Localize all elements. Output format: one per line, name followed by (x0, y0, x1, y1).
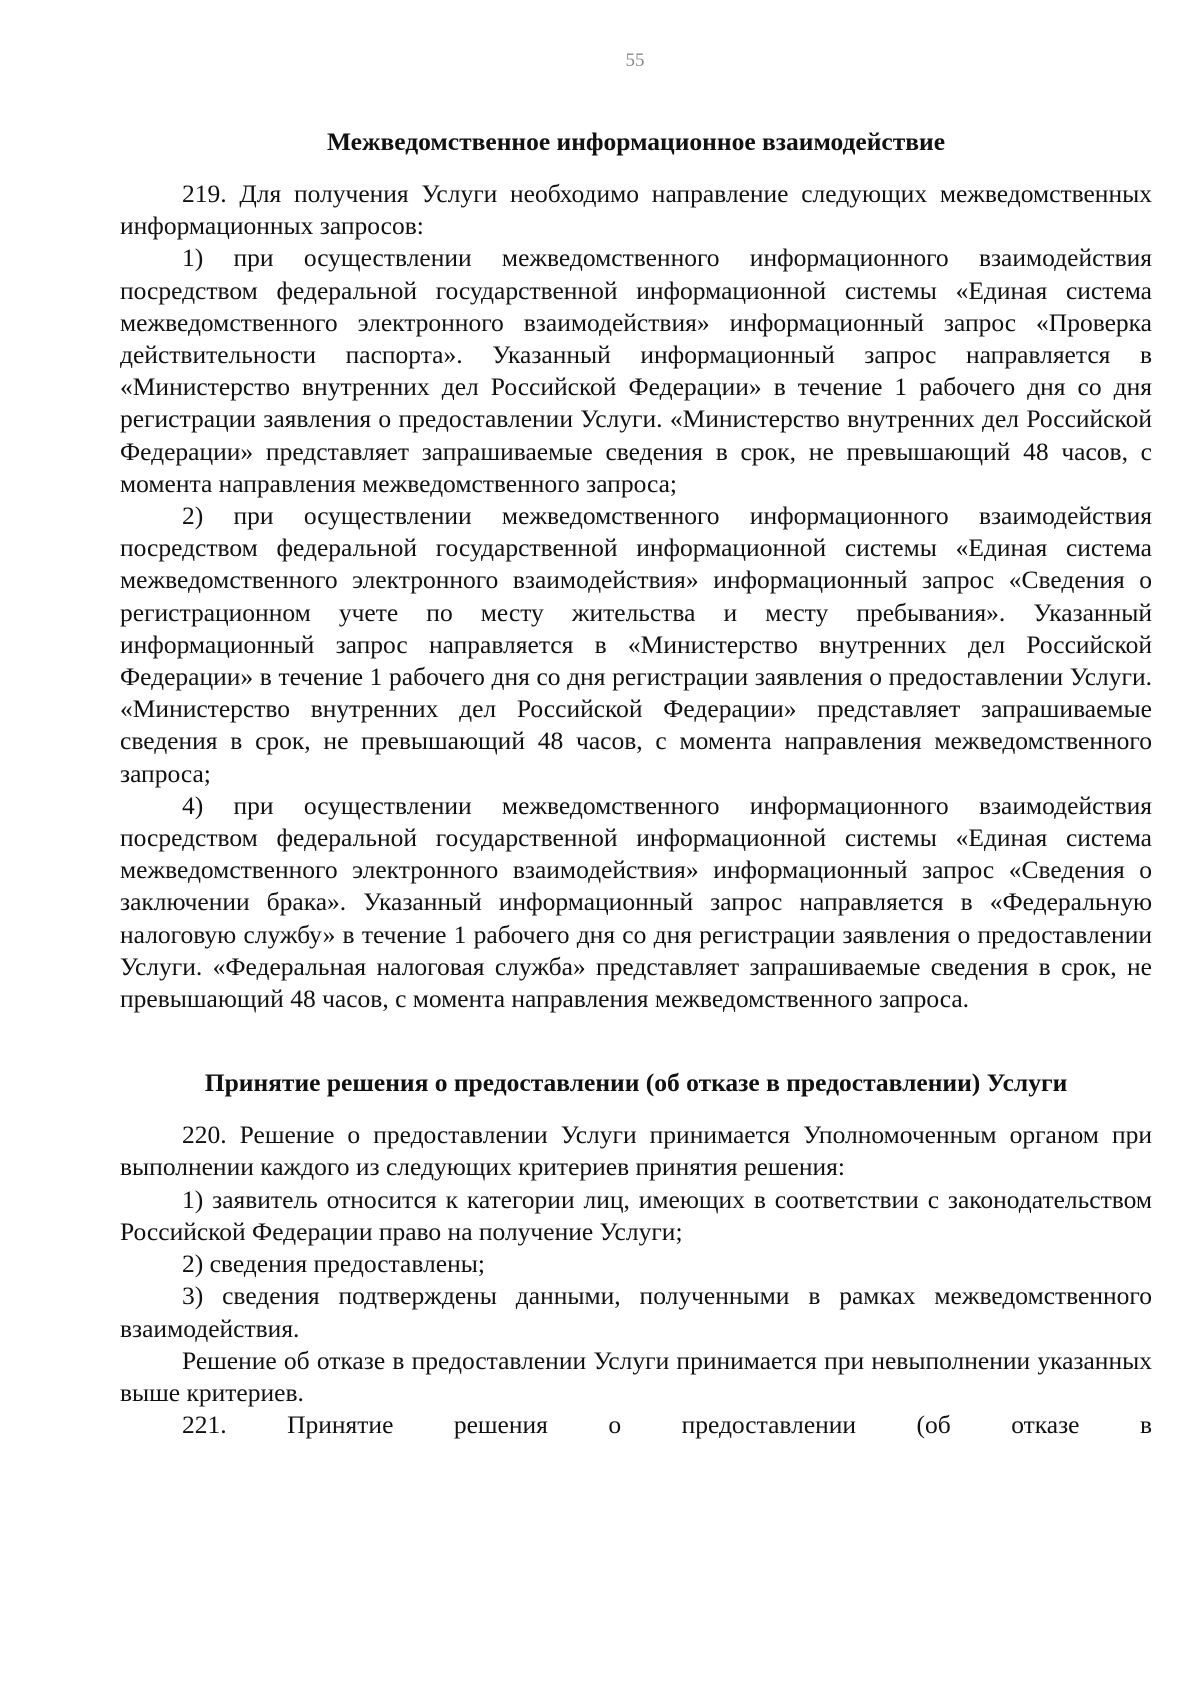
paragraph-219: 219. Для получения Услуги необходимо направление следующих межведомственных информационных запросов: (120, 179, 1152, 241)
document-body (120, 126, 1152, 1441)
paragraph-220-item-3: 3) сведения подтверждены данными, полученными в рамках межведомственного взаимодействия. (120, 1281, 1152, 1343)
paragraph-220-item-1: 1) заявитель относится к категории лиц, имеющих в соответствии с законодательством Российской Федерации право на получение Услуги; (120, 1184, 1152, 1246)
paragraph-220-item-2: 2) сведения предоставлены; (182, 1249, 485, 1279)
section-heading-interagency: Межведомственное информационное взаимодействие (326, 127, 946, 156)
section-heading-decision: Принятие решения о предоставлении (об отказе в предоставлении) Услуги (204, 1068, 1068, 1098)
paragraph-219-item-1: 1) при осуществлении межведомственного информационного взаимодействия посредством федеральной государственной информационной системы «Единая система межведомственного электронного взаимодействия» информационный запрос «Проверка действительности паспорта». Указанный информационный запрос направляется в «Министерство внутренних дел Российской Федерации» в течение 1 рабочего дня со дня регистрации заявления о предоставлении Услуги. «Министерство внутренних дел Российской Федерации» представляет запрашиваемые сведения в срок, не превышающий 48 часов, с момента направления межведомственного запроса; (120, 243, 1152, 498)
paragraph-220: 220. Решение о предоставлении Услуги принимается Уполномоченным органом при выполнении каждого из следующих критериев принятия решения: (120, 1120, 1152, 1182)
page-number: 55 (625, 50, 645, 71)
paragraph-221: 221. Принятие решения о предоставлении (об отказе в (182, 1410, 1152, 1440)
paragraph-219-item-2: 2) при осуществлении межведомственного информационного взаимодействия посредством федеральной государственной информационной системы «Единая система межведомственного электронного взаимодействия» информационный запрос «Сведения о регистрационном учете по месту жительства и месту пребывания». Указанный информационный запрос направляется в «Министерство внутренних дел Российской Федерации» в течение 1 рабочего дня со дня регистрации заявления о предоставлении Услуги. «Министерство внутренних дел Российской Федерации» представляет запрашиваемые сведения в срок, не превышающий 48 часов, с момента направления межведомственного запроса; (120, 501, 1152, 788)
paragraph-219-item-4: 4) при осуществлении межведомственного информационного взаимодействия посредством федеральной государственной информационной системы «Единая система межведомственного электронного взаимодействия» информационный запрос «Сведения о заключении брака». Указанный информационный запрос направляется в «Федеральную налоговую службу» в течение 1 рабочего дня со дня регистрации заявления о предоставлении Услуги. «Федеральная налоговая служба» представляет запрашиваемые сведения в срок, не превышающий 48 часов, с момента направления межведомственного запроса. (120, 790, 1152, 1014)
paragraph-refusal: Решение об отказе в предоставлении Услуги принимается при невыполнении указанных выше критериев. (120, 1345, 1152, 1407)
